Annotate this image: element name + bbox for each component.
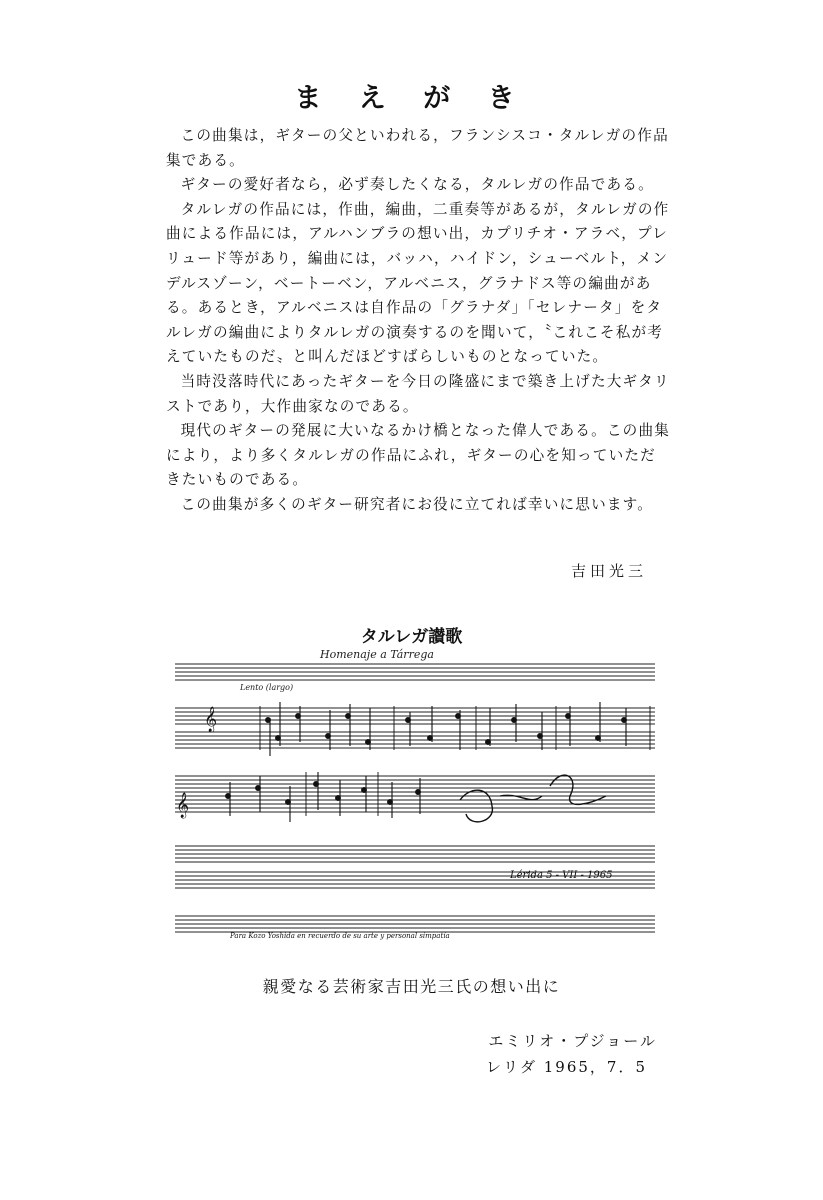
paragraph: タルレガの作品には，作曲，編曲，二重奏等があるが，タルレガの作曲による作品には，アルハンブラの想い出，カプリチオ・アラベ，プレリュード等があり，編曲には，バッハ，ハイドン，シューベルト，メンデルスゾーン，ベートーベン，アルベニス，グラナドス等の編曲がある。あるとき，アルベニスは自作品の「グラナダ」「セレナータ」をタルレガの編曲によりタルレガの演奏するのを聞いて，〝これこそ私が考えていたものだ〟と叫んだほどすばらしいものとなっていた。: [166, 200, 670, 366]
staff-lines: [175, 664, 655, 932]
handwritten-score: [170, 646, 660, 946]
signature-name: エミリオ・プジョール: [488, 1032, 657, 1050]
author-name: 吉田光三: [570, 562, 647, 580]
score-place-date: Lérida 5 - VII - 1965: [510, 870, 613, 881]
paragraph: この曲集は，ギターの父といわれる，フランシスコ・タルレガの作品集である。: [166, 127, 669, 169]
paragraph: この曲集が多くのギター研究者にお役に立てれば幸いに思います。: [180, 495, 654, 513]
preface-body: [166, 124, 671, 518]
svg-text:𝄞: 𝄞: [204, 707, 218, 732]
score-image: [170, 646, 660, 946]
svg-text:𝄞: 𝄞: [176, 793, 190, 818]
score-subtitle: Homenaje a Tárrega: [320, 648, 434, 661]
score-title: タルレガ讃歌: [360, 627, 463, 647]
tempo-marking: Lento (largo): [240, 683, 294, 692]
paragraph: ギターの愛好者なら，必ず奏したくなる，タルレガの作品である。: [180, 176, 654, 194]
score-dedication: Para Kozo Yoshida en recuerdo de su arte y personal simpatía: [230, 932, 450, 940]
page-title: ま え が き: [294, 83, 529, 114]
notes-system-2: [176, 772, 420, 822]
caption: 親愛なる芸術家吉田光三氏の想い出に: [262, 977, 561, 996]
paragraph: 当時没落時代にあったギターを今日の隆盛にまで築き上げた大ギタリストであり，大作曲家なのである。: [166, 372, 670, 415]
signature-place-date: レリダ 1965，7．5: [485, 1058, 647, 1076]
signature-scribble: [460, 775, 606, 822]
paragraph: 現代のギターの発展に大いなるかけ橋となった偉人である。この曲集により，より多くタルレガの作品にふれ，ギターの心を知っていただきたいものである。: [166, 422, 671, 489]
